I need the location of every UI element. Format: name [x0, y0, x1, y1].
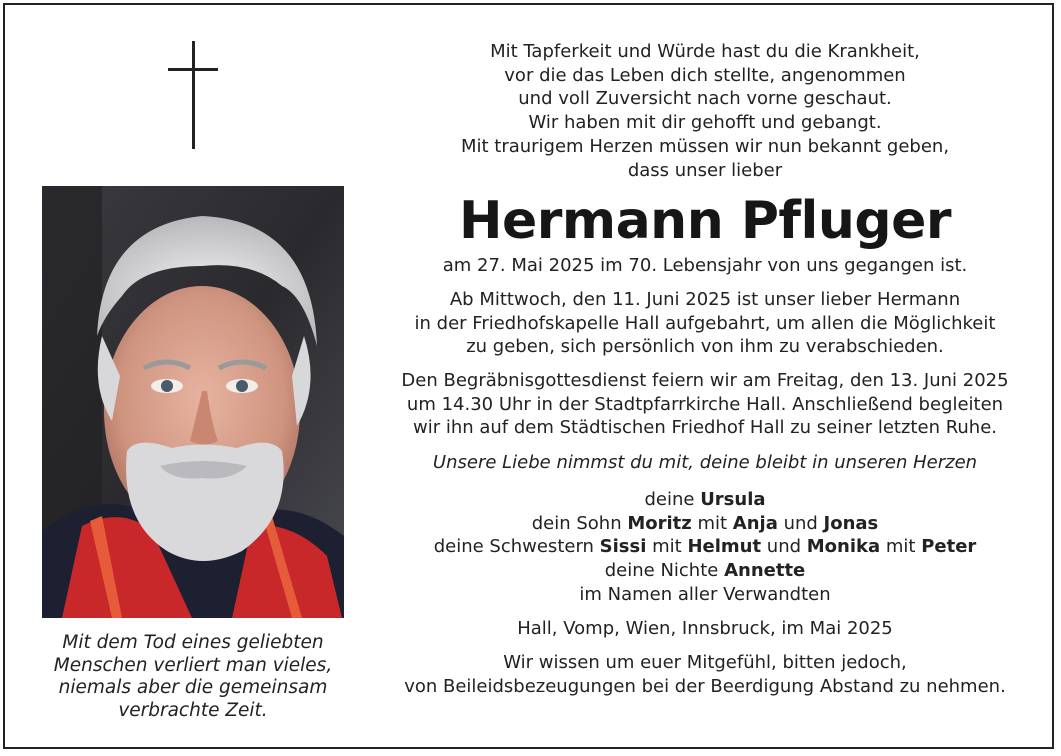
- funeral-info: [373, 369, 1037, 440]
- quote-line: Mit dem Tod eines geliebten: [62, 632, 324, 653]
- closing-line: von Beileidsbezeugungen bei der Beerdigung Abstand zu nehmen.: [404, 675, 1006, 697]
- family-member-name: Anja: [732, 512, 778, 534]
- intro-line: Wir haben mit dir gehofft und gebangt.: [528, 112, 882, 134]
- family-member-name: Annette: [724, 559, 806, 581]
- family-line-wife: deine Ursula: [644, 488, 766, 510]
- family-member-name: Ursula: [700, 488, 766, 510]
- quote-line: niemals aber die gemeinsam: [58, 677, 328, 698]
- quote-line: verbrachte Zeit.: [118, 699, 268, 721]
- viewing-line: Ab Mittwoch, den 11. Juni 2025 ist unser lieber Hermann: [449, 288, 961, 310]
- death-date-line: am 27. Mai 2025 im 70. Lebensjahr von uns gegangen ist.: [442, 255, 968, 277]
- intro-line: vor die das Leben dich stellte, angenommen: [504, 64, 906, 86]
- viewing-info: [373, 288, 1037, 359]
- cross-icon: [168, 41, 220, 151]
- intro-verse: [373, 40, 1037, 182]
- intro-line: Mit Tapferkeit und Würde hast du die Krankheit,: [490, 41, 920, 62]
- family-member-name: Sissi: [599, 536, 647, 558]
- viewing-line: zu geben, sich persönlich von ihm zu verabschieden.: [466, 336, 944, 358]
- place-and-date: Hall, Vomp, Wien, Innsbruck, im Mai 2025: [517, 618, 893, 640]
- family-member-name: Moritz: [627, 512, 692, 534]
- family-member-name: Monika: [806, 536, 881, 558]
- viewing-line: in der Friedhofskapelle Hall aufgebahrt, um allen die Möglichkeit: [414, 312, 996, 334]
- family-line-son: dein Sohn Moritz mit Anja und Jonas: [531, 512, 879, 534]
- obituary-frame: [3, 3, 1054, 749]
- funeral-line: Den Begräbnisgottesdienst feiern wir am Freitag, den 13. Juni 2025: [401, 370, 1009, 392]
- memorial-quote: [25, 632, 361, 722]
- intro-line: dass unser lieber: [627, 159, 783, 181]
- family-line-sisters: deine Schwestern Sissi mit Helmut und Monika mit Peter: [433, 536, 977, 558]
- portrait-photo: [42, 186, 344, 618]
- quote-line: Menschen verliert man vieles,: [53, 654, 333, 676]
- closing-line: Wir wissen um euer Mitgefühl, bitten jedoch,: [503, 652, 907, 674]
- intro-line: und voll Zuversicht nach vorne geschaut.: [518, 88, 892, 110]
- family-member-name: Helmut: [687, 536, 762, 558]
- deceased-name: Hermann Pfluger: [458, 191, 952, 252]
- obituary-text: [373, 40, 1037, 698]
- remembrance-line: Unsere Liebe nimmst du mit, deine bleibt in unseren Herzen: [432, 452, 978, 474]
- funeral-line: wir ihn auf dem Städtischen Friedhof Hall zu seiner letzten Ruhe.: [412, 417, 998, 439]
- intro-line: Mit traurigem Herzen müssen wir nun bekannt geben,: [460, 135, 950, 157]
- family-member-name: Jonas: [823, 512, 879, 534]
- family-line-niece: deine Nichte Annette: [604, 559, 806, 581]
- family-line-relatives: im Namen aller Verwandten: [579, 583, 831, 605]
- family-member-name: Peter: [921, 536, 977, 558]
- funeral-line: um 14.30 Uhr in der Stadtpfarrkirche Hall. Anschließend begleiten: [406, 393, 1004, 415]
- family-list: [373, 488, 1037, 607]
- closing-note: [373, 651, 1037, 698]
